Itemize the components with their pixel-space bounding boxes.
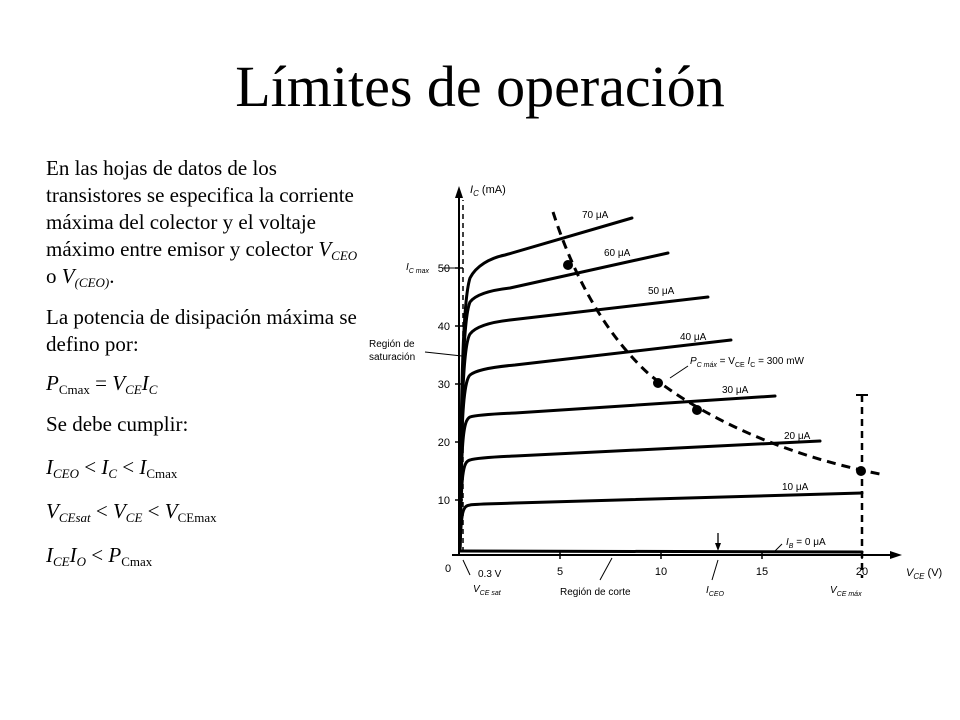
ineq2-c-sub: CEmax: [177, 510, 217, 525]
ineq1-a-sub: CEO: [53, 466, 79, 481]
x-tick-0: 0: [444, 563, 452, 575]
inequality-power: [46, 542, 366, 569]
para1-text: En las hojas de datos de los transistores se especifica la corriente máxima del colector y el voltaje máximo entre emisor y colector: [46, 156, 354, 261]
output-characteristics-svg: [355, 152, 960, 617]
y-tick-10: 10: [437, 495, 450, 507]
y-axis-arrow: [455, 186, 463, 198]
y-tick-40: 40: [437, 321, 450, 333]
power-curve-label: $P_{C máx} = V_{CE}$ $I_C = 300$ mW: [690, 356, 804, 369]
ic-max-label: $I_{C max}$: [406, 262, 430, 275]
iceo-label: $I_{CEO}$: [706, 585, 724, 598]
v03-label: 0.3 V: [478, 569, 502, 580]
x-tick-10: 10: [654, 566, 668, 578]
ineq2-b-sub: CE: [125, 510, 143, 525]
inequality-current: [46, 454, 366, 481]
y-tick-labels: [438, 263, 450, 507]
vce-max-label: $V_{CE máx}$: [830, 585, 862, 598]
curve-50ua: [460, 297, 708, 550]
power-hyperbola: [553, 212, 885, 475]
ineq2-op1: <: [90, 499, 113, 523]
ineq2-op2: <: [142, 499, 165, 523]
vceo-subscript: CEO: [331, 248, 358, 263]
x-axis-arrow: [890, 551, 902, 559]
y-tick-30: 30: [437, 379, 450, 391]
ineq1-b: I: [101, 455, 109, 479]
label-10ua: 10 μA: [782, 482, 809, 493]
slide-title: Límites de operación: [235, 54, 725, 119]
ineq1-op1: <: [79, 455, 102, 479]
text-column: [46, 155, 366, 569]
vceo2-subscript: (CEO): [74, 275, 110, 290]
curve-0ua: [460, 551, 862, 552]
formula-v-sub: CE: [125, 382, 142, 397]
vceo2-symbol: V: [61, 264, 75, 288]
formula-i-sub: C: [148, 382, 158, 397]
formula-pcmax: [46, 370, 366, 397]
ineq1-b-sub: C: [108, 466, 118, 481]
ineq2-a-sub: CEsat: [58, 510, 91, 525]
y-tick-20: 20: [437, 437, 450, 449]
x-tick-5: 5: [556, 566, 564, 578]
ineq2-c: V: [164, 499, 178, 523]
saturation-region-label: Región de saturación: [369, 339, 416, 363]
ineq1-a: I: [46, 455, 53, 479]
ineq1-c-sub: Cmax: [146, 466, 178, 481]
label-60ua: 60 μA: [604, 248, 631, 259]
ineq3-a: I: [46, 543, 53, 567]
curve-60ua: [460, 253, 668, 550]
vce-sat-label: $V_{CE sat}$: [473, 584, 501, 597]
cut-region-label: Región de corte: [560, 587, 631, 598]
curve-30ua: [460, 396, 775, 550]
x-tick-15: 15: [755, 566, 769, 578]
label-40ua: 40 μA: [680, 332, 707, 343]
ineq3-b: I: [69, 543, 77, 567]
para1-end: .: [109, 264, 115, 288]
paragraph-must: Se debe cumplir:: [46, 412, 189, 436]
ineq2-a: V: [46, 499, 59, 523]
y-axis-title: $I_C$ (mA): [470, 184, 506, 198]
curve-40ua: [460, 340, 731, 550]
label-20ua: 20 μA: [784, 431, 811, 442]
transistor-characteristic-figure: [355, 152, 960, 617]
x-tick-20: 20: [855, 566, 869, 578]
ineq1-op2: <: [117, 455, 140, 479]
formula-v: V: [112, 371, 126, 395]
ib-zero-label: $I_B = 0$ μA: [786, 537, 826, 550]
ineq3-c: P: [108, 543, 122, 567]
label-30ua: 30 μA: [722, 385, 749, 396]
paragraph-datasheet: [46, 155, 366, 290]
ineq1-c: I: [139, 455, 147, 479]
ineq3-a-sub: CE: [53, 554, 70, 569]
ineq3-b-sub: O: [76, 554, 87, 569]
y-tick-50: 50: [437, 263, 450, 275]
x-tick-labels: [445, 563, 868, 578]
label-70ua: 70 μA: [582, 210, 609, 221]
ineq3-op: <: [86, 543, 109, 567]
para1-or: o: [46, 264, 62, 288]
formula-i: I: [141, 371, 149, 395]
inequality-voltage: [46, 498, 366, 525]
ineq3-c-sub: Cmax: [121, 554, 153, 569]
label-50ua: 50 μA: [648, 286, 675, 297]
formula-p-sub: Cmax: [58, 382, 90, 397]
paragraph-power: La potencia de disipación máxima se defino por:: [46, 305, 357, 356]
formula-eq: =: [89, 371, 113, 395]
vceo-symbol: V: [318, 237, 332, 261]
x-axis-title: $V_{CE}$ (V): [906, 567, 943, 581]
formula-p: P: [46, 371, 59, 395]
ineq2-b: V: [112, 499, 126, 523]
